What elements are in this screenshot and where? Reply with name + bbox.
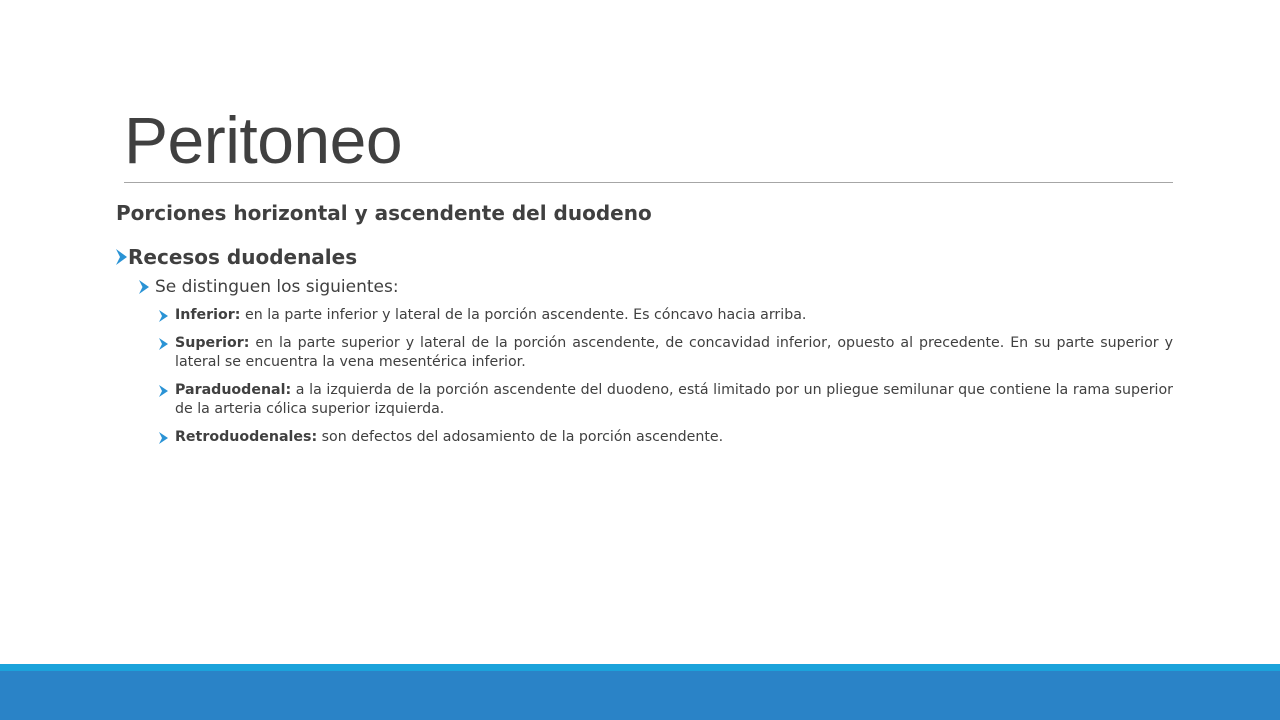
item-term: Paraduodenal: <box>175 382 292 398</box>
list-item <box>159 306 1173 325</box>
arrowhead-bullet-icon <box>116 249 127 265</box>
bullet-recesos-duodenales <box>116 242 1173 272</box>
list-item <box>159 381 1173 419</box>
item-text: a la izquierda de la porción ascendente del duodeno, está limitado por un pliegue semilunar que contiene la rama superior de la arteria cólica superior izquierda. <box>175 382 1173 417</box>
bullet-label: Se distinguen los siguientes: <box>155 277 399 297</box>
arrowhead-bullet-icon <box>139 280 149 294</box>
item-term: Superior: <box>175 335 250 351</box>
item-text: son defectos del adosamiento de la porción ascendente. <box>317 429 724 445</box>
footer-bar <box>0 671 1280 720</box>
bullet-se-distinguen <box>139 274 1173 300</box>
footer-accent-stripe <box>0 664 1280 671</box>
item-term: Inferior: <box>175 307 241 323</box>
arrowhead-bullet-icon <box>159 338 168 350</box>
arrowhead-bullet-icon <box>159 385 168 397</box>
bullet-label: Recesos duodenales <box>128 245 358 269</box>
list-item <box>159 334 1173 372</box>
slide-subtitle: Porciones horizontal y ascendente del duodeno <box>116 201 652 225</box>
item-text: en la parte superior y lateral de la porción ascendente, de concavidad inferior, opuesto al precedente. En su parte superior y lateral se encuentra la vena mesentérica inferior. <box>175 335 1173 370</box>
arrowhead-bullet-icon <box>159 310 168 322</box>
recess-list <box>159 306 1173 447</box>
slide-content <box>116 198 1173 456</box>
list-item <box>159 428 1173 447</box>
title-divider <box>124 182 1173 183</box>
slide-title: Peritoneo <box>124 103 403 177</box>
item-text: en la parte inferior y lateral de la porción ascendente. Es cóncavo hacia arriba. <box>240 307 807 323</box>
arrowhead-bullet-icon <box>159 432 168 444</box>
item-term: Retroduodenales: <box>175 429 318 445</box>
